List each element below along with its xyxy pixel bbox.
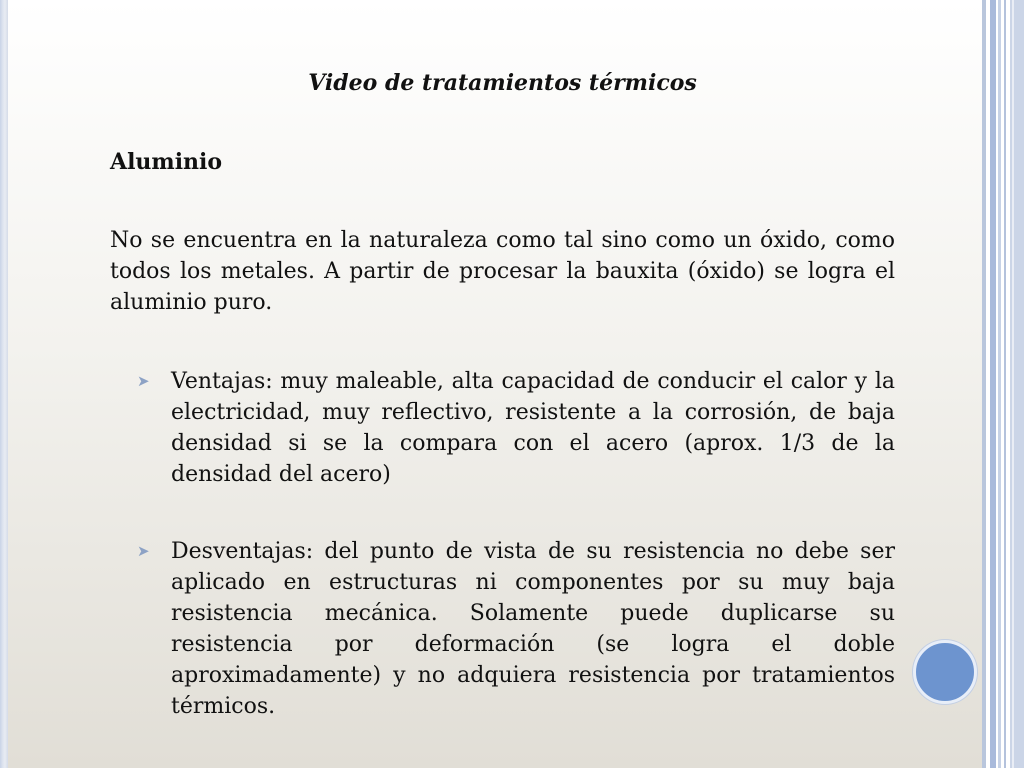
arrow-bullet-icon: ➤ xyxy=(137,372,150,390)
bullet-item-desventajas xyxy=(110,536,895,722)
bullet-item-ventajas xyxy=(110,366,895,490)
decorative-circle xyxy=(913,640,977,704)
decorative-stripe xyxy=(1004,0,1006,768)
arrow-bullet-icon: ➤ xyxy=(137,542,150,560)
slide-title: Video de tratamientos térmicos xyxy=(308,70,697,96)
section-heading: Aluminio xyxy=(110,149,223,175)
bullet-text: Desventajas: del punto de vista de su resistencia no debe ser aplicado en estructuras ni componentes por su muy baja resistencia mecánica. Solamente puede duplicarse su resistencia por deformación (se logra el doble aproximadamente) y no adquiera resistencia por tratamientos térmicos. xyxy=(171,539,895,719)
decorative-stripe xyxy=(998,0,1001,768)
decorative-stripe xyxy=(1012,0,1014,768)
decorative-stripe xyxy=(990,0,996,768)
intro-paragraph: No se encuentra en la naturaleza como tal sino como un óxido, como todos los metales. A partir de procesar la bauxita (óxido) se logra el aluminio puro. xyxy=(110,228,895,315)
decorative-stripe xyxy=(982,0,986,768)
bullet-text: Ventajas: muy maleable, alta capacidad de conducir el calor y la electricidad, muy reflectivo, resistente a la corrosión, de baja densidad si se la compara con el acero (aprox. 1/3 de la densidad del acero) xyxy=(171,369,895,487)
slide-left-border xyxy=(0,0,8,768)
